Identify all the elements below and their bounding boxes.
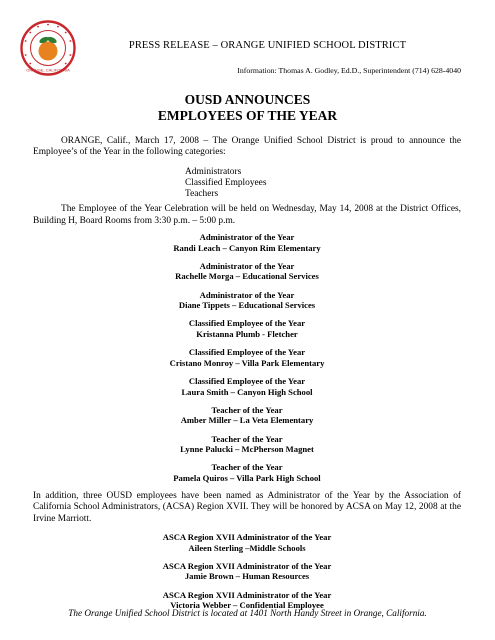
award-title: Teacher of the Year (211, 433, 283, 444)
award-recipient: Pamela Quiros – Villa Park High School (173, 472, 321, 483)
acsa-award-entry (33, 532, 461, 553)
award-title: Administrator of the Year (199, 232, 295, 243)
press-release-body (33, 136, 461, 618)
award-recipient: Laura Smith – Canyon High School (181, 386, 313, 397)
award-entry (33, 318, 461, 339)
award-title: Teacher of the Year (211, 462, 283, 473)
award-title: Classified Employee of the Year (188, 347, 306, 358)
award-recipient: Amber Miller – La Veta Elementary (180, 415, 314, 426)
award-title: Classified Employee of the Year (188, 318, 306, 329)
award-entry (33, 405, 461, 426)
acsa-awards-list (33, 532, 461, 611)
award-entry (33, 290, 461, 311)
award-title: ASCA Region XVII Administrator of the Year (162, 589, 332, 600)
celebration-paragraph: The Employee of the Year Celebration will be held on Wednesday, May 14, 2008 at the District Offices, Building H, Board Rooms from 3:30 p.m. – 5:00 p.m. (33, 204, 461, 226)
footer-address: The Orange Unified School District is located at 1401 North Handy Street in Orange, California. (68, 608, 427, 618)
intro-paragraph: ORANGE, Calif., March 17, 2008 – The Orange Unified School District is proud to announce the Employee’s of the Year in the following categories: (33, 136, 461, 158)
press-release-heading: PRESS RELEASE – ORANGE UNIFIED SCHOOL DISTRICT (128, 40, 407, 51)
award-entry (33, 261, 461, 282)
award-entry (33, 462, 461, 483)
award-title: ASCA Region XVII Administrator of the Year (162, 560, 332, 571)
award-entry (33, 232, 461, 253)
award-title: Administrator of the Year (199, 289, 295, 300)
contact-information: Information: Thomas A. Godley, Ed.D., Superintendent (714) 628-4040 (237, 66, 461, 75)
award-recipient: Jamie Brown – Human Resources (184, 571, 310, 582)
award-recipient: Lynne Palucki – McPherson Magnet (180, 444, 314, 455)
award-recipient: Randi Leach – Canyon Rim Elementary (173, 242, 321, 253)
award-recipient: Rachelle Morga – Educational Services (175, 271, 319, 282)
acsa-paragraph: In addition, three OUSD employees have been named as Administrator of the Year by the Association of California School Administrators, (ACSA) Region XVII. They will be honored by ACSA on May 12, 2008 at the Irvine Marriott. (33, 491, 461, 524)
category-item: Teachers (185, 189, 219, 200)
award-recipient: Aileen Sterling –Middle Schools (188, 542, 306, 553)
award-entry (33, 347, 461, 368)
award-recipient: Victoria Webber – Confidential Employee (170, 600, 324, 611)
title-line-1: OUSD ANNOUNCES (184, 92, 311, 107)
award-title: ASCA Region XVII Administrator of the Year (162, 532, 332, 542)
title-line-2: EMPLOYEES OF THE YEAR (157, 108, 338, 123)
award-entry (33, 434, 461, 455)
seal-bottom-text: ORANGE, CALIFORNIA (26, 67, 70, 73)
page-title (0, 92, 495, 124)
awards-list (33, 232, 461, 483)
award-title: Teacher of the Year (211, 404, 283, 415)
award-title: Classified Employee of the Year (188, 375, 306, 386)
award-entry (33, 376, 461, 397)
award-recipient: Kristanna Plumb - Fletcher (196, 329, 298, 340)
category-list (33, 167, 461, 201)
category-item: Classified Employees (185, 177, 267, 188)
award-recipient: Diane Tippets – Educational Services (178, 300, 316, 311)
award-title: Administrator of the Year (199, 260, 295, 271)
category-item: Administrators (185, 166, 242, 177)
award-recipient: Cristano Monroy – Villa Park Elementary (169, 357, 325, 368)
acsa-award-entry (33, 561, 461, 582)
